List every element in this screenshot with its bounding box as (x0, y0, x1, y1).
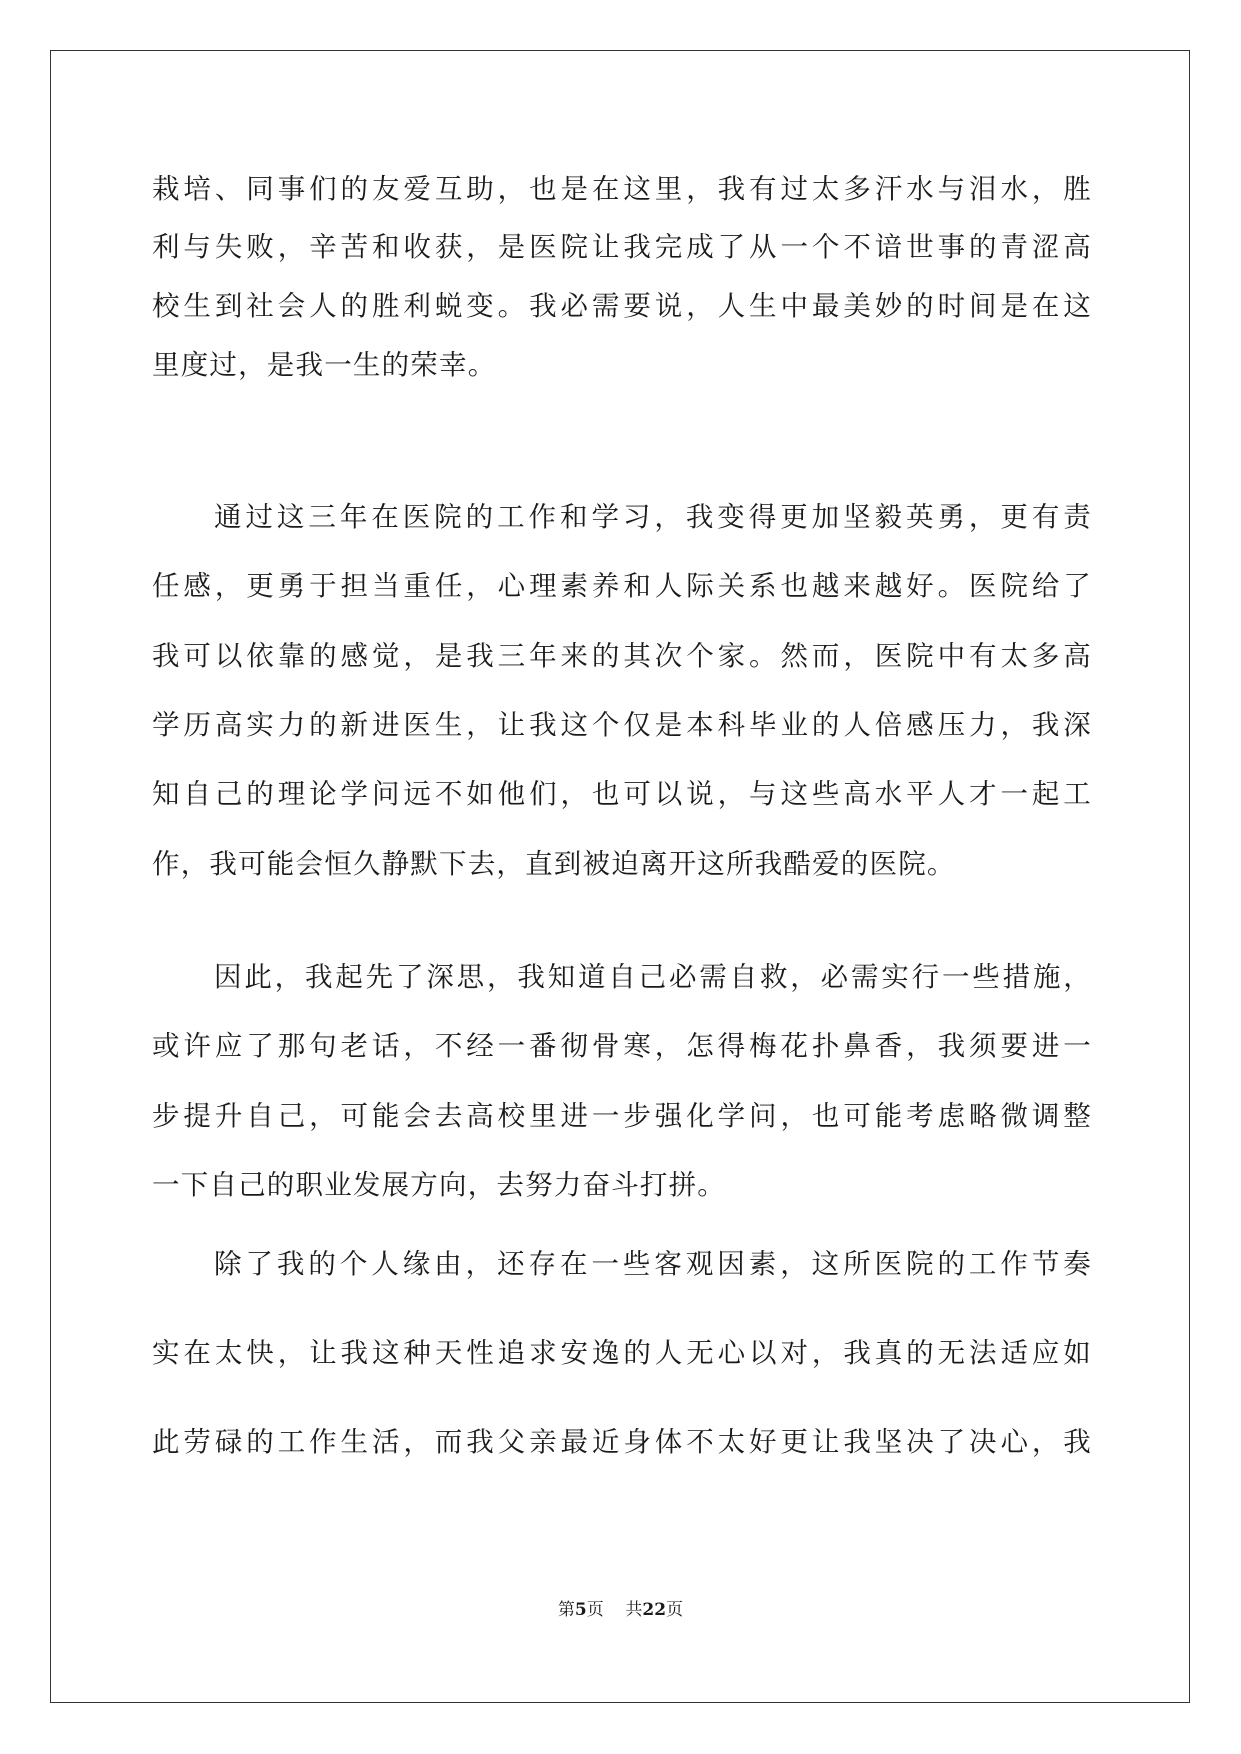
paragraph-line: 因此，我起先了深思，我知道自己必需自救，必需实行一些措施， (214, 961, 1092, 993)
total-pages: 22 (642, 1600, 667, 1620)
paragraph-line: 校生到社会人的胜利蜕变。我必需要说，人生中最美妙的时间是在这 (152, 290, 1092, 322)
paragraph-line: 步提升自己，可能会去高校里进一步强化学问，也可能考虑略微调整 (152, 1100, 1092, 1132)
page-number: 5 (574, 1600, 587, 1620)
page-prefix: 第 (557, 1600, 575, 1620)
paragraph-line: 一下自己的职业发展方向，去努力奋斗打拼。 (152, 1169, 726, 1201)
paragraph-line: 学历高实力的新进医生，让我这个仅是本科毕业的人倍感压力，我深 (152, 709, 1092, 741)
total-prefix: 共 (625, 1600, 643, 1620)
paragraph-line: 栽培、同事们的友爱互助，也是在这里，我有过太多汗水与泪水，胜 (152, 173, 1092, 205)
paragraph-line: 除了我的个人缘由，还存在一些客观因素，这所医院的工作节奏 (214, 1248, 1092, 1280)
total-suffix: 页 (666, 1600, 684, 1620)
page-footer (0, 1598, 1241, 1622)
paragraph-line: 作，我可能会恒久静默下去，直到被迫离开这所我酷爱的医院。 (152, 848, 956, 880)
paragraph-line: 我可以依靠的感觉，是我三年来的其次个家。然而，医院中有太多高 (152, 640, 1092, 672)
paragraph-line: 或许应了那句老话，不经一番彻骨寒，怎得梅花扑鼻香，我须要进一 (152, 1030, 1092, 1062)
paragraph-line: 任感，更勇于担当重任，心理素养和人际关系也越来越好。医院给了 (152, 570, 1092, 602)
paragraph-line: 里度过，是我一生的荣幸。 (152, 349, 497, 381)
paragraph-line: 通过这三年在医院的工作和学习，我变得更加坚毅英勇，更有责 (214, 501, 1092, 533)
paragraph-line: 知自己的理论学问远不如他们，也可以说，与这些高水平人才一起工 (152, 778, 1092, 810)
paragraph-line: 利与失败，辛苦和收获，是医院让我完成了从一个不谙世事的青涩高 (152, 231, 1092, 263)
page-suffix: 页 (586, 1600, 604, 1620)
paragraph-line: 实在太快，让我这种天性追求安逸的人无心以对，我真的无法适应如 (152, 1337, 1092, 1369)
paragraph-line: 此劳碌的工作生活，而我父亲最近身体不太好更让我坚决了决心，我 (152, 1426, 1092, 1458)
